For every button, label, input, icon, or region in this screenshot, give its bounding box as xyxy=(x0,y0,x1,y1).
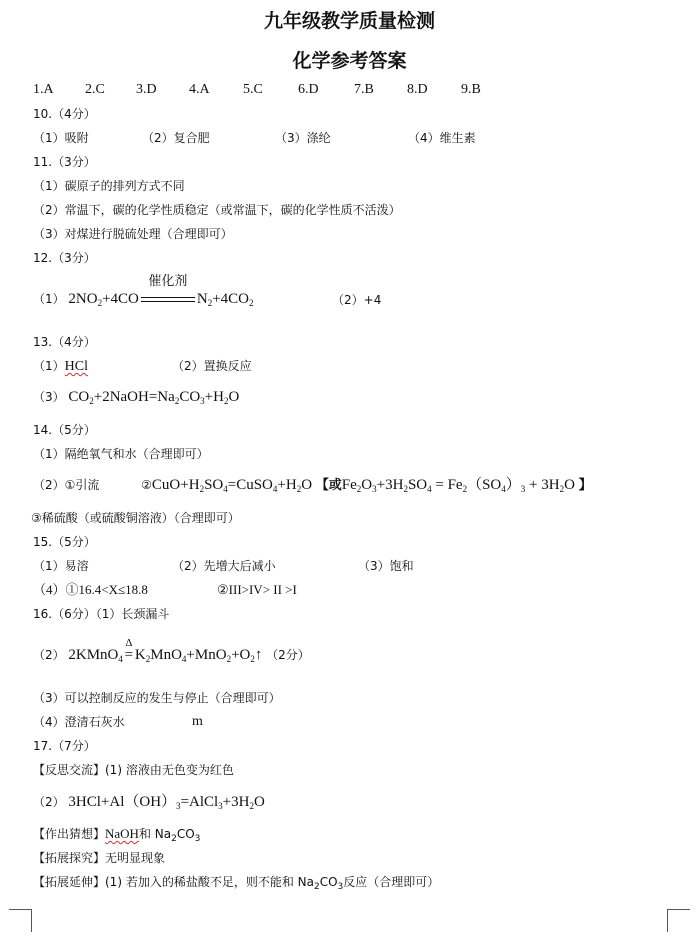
q11-answer-2: （2）常温下，碳的化学性质稳定（或常温下，碳的化学性质不活泼） xyxy=(33,203,401,217)
q16-answer-4: （4）澄清石灰水 xyxy=(33,715,125,729)
page-corner-mark-left xyxy=(9,909,32,932)
q15-answer-3: （3）饱和 xyxy=(358,559,414,573)
q17-heading: 17.（7分） xyxy=(33,739,96,753)
q16-heading: 16.（6分）（1）长颈漏斗 xyxy=(33,607,170,621)
q17-equation: （2） $3HCl+Al(OH)_3=AlCl_3+3H_2O$ xyxy=(33,794,265,811)
choice-answer: 7.B xyxy=(354,82,374,97)
q16-answer-3: （3）可以控制反应的发生与停止（合理即可） xyxy=(33,691,281,705)
q13-part-1-label: （1） xyxy=(33,359,65,373)
q17-hypothesis-and: 和 Na xyxy=(138,827,172,841)
catalyst-label: 催化剂 xyxy=(148,274,188,289)
q10-answer-3: （3）涤纶 xyxy=(275,131,331,145)
q17-hypothesis-label: 【作出猜想】 xyxy=(33,827,106,841)
page-corner-mark-right xyxy=(667,909,690,932)
q17-extension-text: 【拓展延伸】(1) 若加入的稀盐酸不足，则不能和 Na xyxy=(33,875,314,889)
q14-alt-close: 】 xyxy=(578,478,592,493)
choice-answer: 1.A xyxy=(33,82,54,97)
q11-answer-1: （1）碳原子的排列方式不同 xyxy=(33,179,185,193)
q11-heading: 11.（3分） xyxy=(33,155,96,169)
q13-answer-2: （2）置换反应 xyxy=(172,359,252,373)
q12-heading: 12.（3分） xyxy=(33,251,96,265)
q16-answer-4-m: m xyxy=(192,714,203,729)
q15-answer-1: （1）易溶 xyxy=(33,559,89,573)
q14-answer-1: （1）隔绝氧气和水（合理即可） xyxy=(33,447,209,461)
q14-answer-3: ③稀硫酸（或硫酸铜溶液）（合理即可） xyxy=(31,511,240,525)
q13-heading: 13.（4分） xyxy=(33,335,96,349)
q15-answer-4b: ②III>IV> II >I xyxy=(217,582,297,597)
q17-extension: 【拓展延伸】(1) 若加入的稀盐酸不足，则不能和 $Na_2CO_3$反应（合理即可） xyxy=(33,875,440,892)
choice-answer: 9.B xyxy=(461,82,481,97)
choice-answer: 6.D xyxy=(298,82,319,97)
q13-part-3-label: （3） xyxy=(33,390,65,404)
page-subtitle: 化学参考答案 xyxy=(292,50,407,72)
q15-answer-4a: （4）①16.4<X≤18.8 xyxy=(33,582,148,597)
delta-symbol: Δ xyxy=(125,637,133,649)
q10-answer-2: （2）复合肥 xyxy=(142,131,210,145)
choice-answer: 8.D xyxy=(407,82,428,97)
q17-hypothesis-naoh: NaOH xyxy=(105,826,139,841)
q14-heading: 14.（5分） xyxy=(33,423,96,437)
q17-hypothesis: 【作出猜想】NaOH和 $Na_2CO_3$ xyxy=(33,826,201,844)
q17-extension-tail: 反应（合理即可） xyxy=(343,875,440,889)
q14-equations: （2）①引流 $②CuO+H_2SO_4=CuSO_4+H_2O$ 【或$Fe_2O_3+3H_2SO_4 = Fe_2(SO_4)_3 + 3H_2O$ 】 xyxy=(33,477,592,494)
q16-equation: （2） 2KMnO$_4$ Δ = $K_2MnO_4+MnO_2+O_2↑$ （2分） xyxy=(33,646,310,664)
q11-answer-3: （3）对煤进行脱硫处理（合理即可） xyxy=(33,227,233,241)
choice-answer: 4.A xyxy=(189,82,210,97)
q13-answers-row xyxy=(33,358,252,375)
q16-answer-4-row xyxy=(33,714,203,730)
q17-extension-co: CO xyxy=(319,875,338,889)
heating-condition: Δ = xyxy=(123,646,135,664)
choice-answer: 5.C xyxy=(243,82,263,97)
q12-part-1-label: （1） xyxy=(33,292,65,306)
q13-equation: （3） $CO_2+2NaOH=Na_2CO_3+H_2O$ xyxy=(33,389,240,406)
q17-exploration: 【拓展探究】无明显现象 xyxy=(33,851,166,865)
choice-answer: 2.C xyxy=(85,82,105,97)
q16-part-2-label: （2） xyxy=(33,648,65,662)
q13-answer-hcl: HCl xyxy=(64,359,88,374)
q14-sub-2-label: ② xyxy=(141,478,152,492)
page-title: 九年级教学质量检测 xyxy=(263,10,435,32)
q12-equation: （1） $2NO_2+4CO$ 催化剂 $N_2+4CO_2$ xyxy=(33,274,254,308)
catalyst-condition xyxy=(139,274,197,308)
q15-answer-2: （2）先增大后减小 xyxy=(172,559,276,573)
q14-part-2-label: （2）①引流 xyxy=(33,478,100,492)
q17-part-2-label: （2） xyxy=(33,795,65,809)
choice-answer: 3.D xyxy=(136,82,157,97)
q17-reflection: 【反思交流】(1) 溶液由无色变为红色 xyxy=(33,763,234,777)
q10-answer-4: （4）维生素 xyxy=(408,131,476,145)
q12-answer-2: （2）+4 xyxy=(332,293,382,307)
q16-score: （2分） xyxy=(266,648,310,662)
q10-answer-1: （1）吸附 xyxy=(33,131,89,145)
q15-heading: 15.（5分） xyxy=(33,535,96,549)
q10-heading: 10.（4分） xyxy=(33,107,96,121)
q14-alt-open: 【或 xyxy=(315,478,342,493)
